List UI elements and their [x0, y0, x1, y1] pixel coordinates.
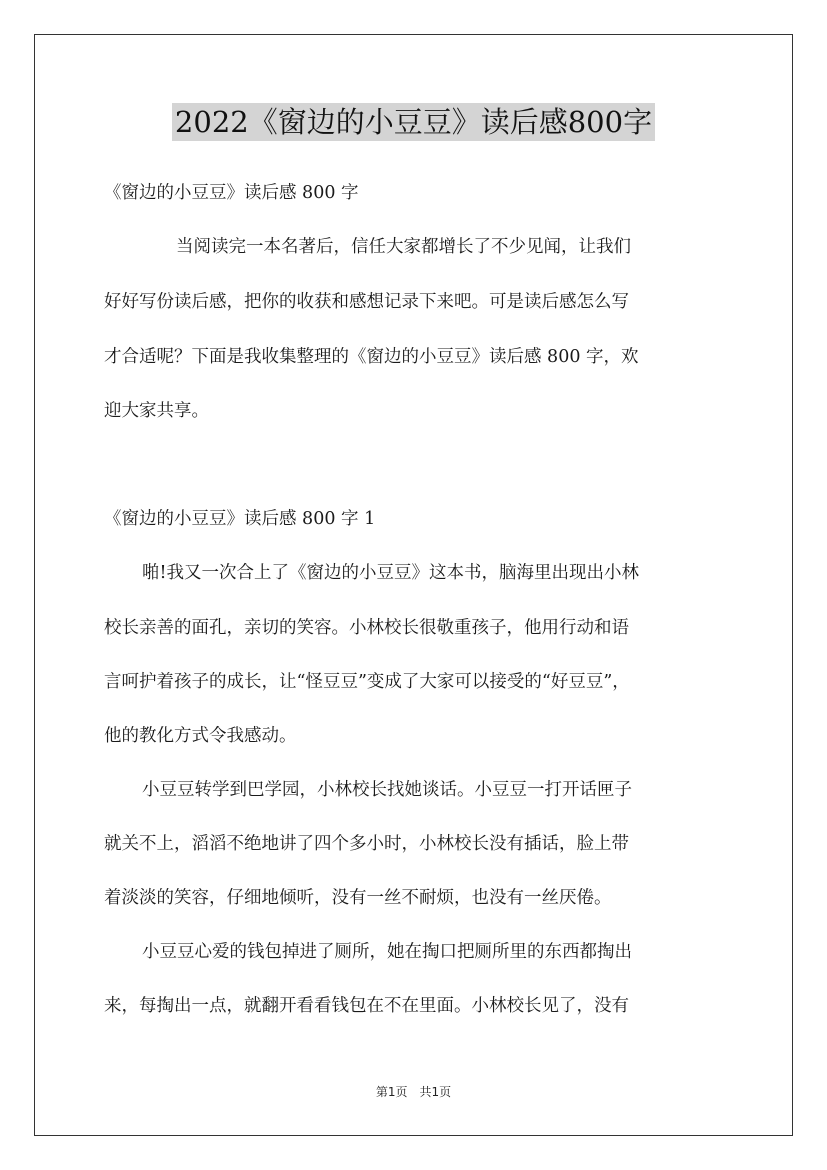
body-line-1: 啪!我又一次合上了《窗边的小豆豆》这本书，脑海里出现出小林	[142, 563, 640, 583]
section-heading: 《窗边的小豆豆》读后感 800 字 1	[104, 509, 376, 529]
body-line-6: 就关不上，滔滔不绝地讲了四个多小时，小林校长没有插话，脸上带	[104, 834, 629, 854]
document-subtitle: 《窗边的小豆豆》读后感 800 字	[104, 183, 359, 203]
intro-line-3: 才合适呢？下面是我收集整理的《窗边的小豆豆》读后感 800 字，欢	[104, 347, 639, 367]
intro-line-4: 迎大家共享。	[104, 401, 209, 421]
document-title	[0, 98, 827, 146]
intro-line-2: 好好写份读后感，把你的收获和感想记录下来吧。可是读后感怎么写	[104, 292, 629, 312]
document-title-text: 2022《窗边的小豆豆》读后感800字	[172, 103, 655, 141]
page-footer: 第1页 共1页	[375, 1085, 452, 1099]
body-line-8: 小豆豆心爱的钱包掉进了厕所，她在掏口把厕所里的东西都掏出	[142, 942, 632, 962]
body-line-9: 来，每掏出一点，就翻开看看钱包在不在里面。小林校长见了，没有	[104, 996, 629, 1016]
body-line-4: 他的教化方式令我感动。	[104, 726, 297, 746]
intro-line-1: 当阅读完一本名著后，信任大家都增长了不少见闻，让我们	[176, 237, 631, 257]
body-line-3: 言呵护着孩子的成长，让“怪豆豆”变成了大家可以接受的“好豆豆”，	[104, 672, 630, 692]
body-line-7: 着淡淡的笑容，仔细地倾听，没有一丝不耐烦，也没有一丝厌倦。	[104, 888, 612, 908]
body-line-5: 小豆豆转学到巴学园，小林校长找她谈话。小豆豆一打开话匣子	[142, 780, 632, 800]
body-line-2: 校长亲善的面孔，亲切的笑容。小林校长很敬重孩子，他用行动和语	[104, 618, 629, 638]
